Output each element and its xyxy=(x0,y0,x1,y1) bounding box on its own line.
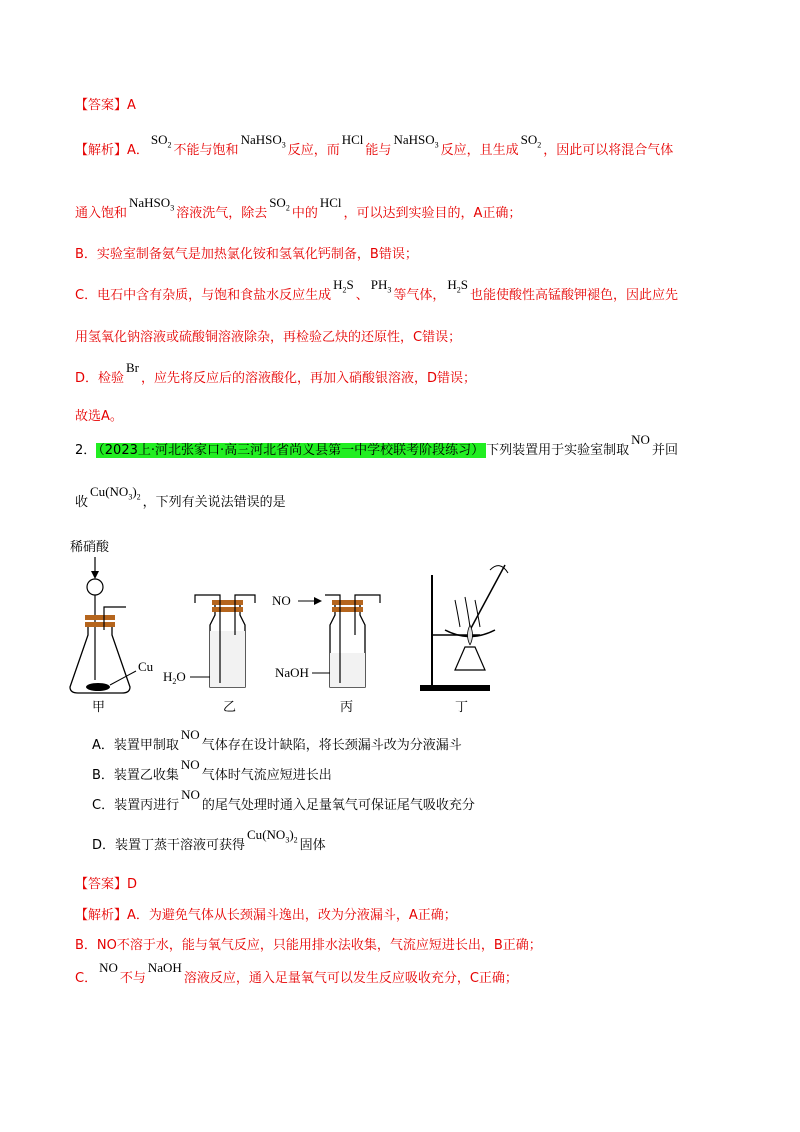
analysis-line-c xyxy=(75,277,678,311)
label-dilute-nitric-acid: 稀硝酸 xyxy=(70,539,110,554)
analysis-text: 不能与饱和 xyxy=(173,143,239,158)
formula-no: NO xyxy=(99,960,118,975)
option-text: A．装置甲制取 xyxy=(92,738,179,753)
formula-nahso3: NaHSO$_3$ xyxy=(393,132,439,150)
analysis-text: C． xyxy=(75,971,98,986)
option-text: 的尾气处理时通入足量氧气可保证尾气吸收充分 xyxy=(201,798,475,813)
label-cu: Cu xyxy=(138,659,154,674)
analysis-text: 等气体， xyxy=(393,288,446,303)
analysis-text: A．为避免气体从长颈漏斗逸出，改为分液漏斗，A正确； xyxy=(127,908,457,923)
question-text: 收 xyxy=(75,495,89,510)
apparatus-ding xyxy=(420,565,508,714)
analysis-line-d xyxy=(75,360,477,389)
option-c[interactable] xyxy=(92,787,475,816)
question-2-stem-cont xyxy=(75,484,286,518)
analysis-text: 反应，且生成 xyxy=(440,143,519,158)
formula-h2s: $H_2S$ xyxy=(333,277,354,295)
option-text: C．装置丙进行 xyxy=(92,798,180,813)
analysis-text: D．检验 xyxy=(75,371,125,386)
apparatus-yi xyxy=(163,595,255,714)
formula-nahso3: NaHSO$_3$ xyxy=(129,195,175,213)
label-yi: 乙 xyxy=(223,699,237,714)
question-source: （2023上·河北张家口·高三河北省尚义县第一中学校联考阶段练习） xyxy=(98,443,485,458)
analysis-text: C．电石中含有杂质，与饱和食盐水反应生成 xyxy=(75,288,332,303)
analysis-text: 通入饱和 xyxy=(75,206,128,221)
formula-naoh: NaOH xyxy=(147,960,182,975)
analysis-text: 、 xyxy=(355,288,369,303)
answer-label: 【答案】 xyxy=(75,98,128,113)
analysis-text: 中的 xyxy=(291,206,318,221)
label-jia: 甲 xyxy=(92,699,106,714)
formula-no: NO xyxy=(631,432,650,447)
label-bing: 丙 xyxy=(340,699,354,714)
analysis-line-a2 xyxy=(75,195,522,229)
formula-h2s: $H_2S$ xyxy=(447,277,468,295)
analysis-conclusion: 故选A。 xyxy=(75,409,123,424)
option-text: D．装置丁蒸干溶液可获得 xyxy=(92,838,246,853)
analysis-line-a xyxy=(75,132,674,166)
analysis-text: 能与 xyxy=(365,143,392,158)
question-text: ，下列有关说法错误的是 xyxy=(142,495,286,510)
answer-value: D xyxy=(127,877,138,892)
formula-so2: $SO_2$ xyxy=(269,195,290,213)
analysis-text: ，应先将反应后的溶液酸化，再加入硝酸银溶液，D错误； xyxy=(141,371,477,386)
analysis-text: 溶液洗气，除去 xyxy=(176,206,268,221)
analysis-text: 反应，而 xyxy=(287,143,340,158)
analysis-text: ，可以达到实验目的，A正确； xyxy=(343,206,522,221)
formula-ph3: $PH_3$ xyxy=(370,277,392,295)
formula-cu-no3-2: $Cu(NO_3)_2$ xyxy=(247,827,298,845)
formula-no: NO xyxy=(180,727,200,742)
answer-line-2 xyxy=(75,875,137,895)
question-number: 2． xyxy=(75,443,97,458)
formula-br: Br xyxy=(126,360,140,375)
analysis-text: 溶液反应，通入足量氧气可以发生反应吸收充分，C正确； xyxy=(183,971,518,986)
label-h2o: $H_2O$ xyxy=(163,669,186,686)
analysis-line-b: B．实验室制备氨气是加热氯化铵和氢氧化钙制备，B错误； xyxy=(75,247,418,262)
apparatus-bing xyxy=(272,593,380,714)
analysis-text: 也能使酸性高锰酸钾褪色，因此应先 xyxy=(469,288,678,303)
label-ding: 丁 xyxy=(455,699,469,714)
analysis-label: 【解析】 xyxy=(75,143,128,158)
formula-so2: $SO_2$ xyxy=(520,132,542,150)
option-a[interactable] xyxy=(92,727,462,756)
question-text: 下列装置用于实验室制取 xyxy=(486,443,630,458)
option-text: B．装置乙收集 xyxy=(92,768,179,783)
label-no: NO xyxy=(272,593,291,608)
question-text: 并回 xyxy=(651,443,678,458)
analysis-text: ，因此可以将混合气体 xyxy=(543,143,674,158)
apparatus-jia xyxy=(70,539,154,714)
option-b[interactable] xyxy=(92,757,332,786)
analysis-line-c2: 用氢氧化钠溶液或硫酸铜溶液除杂，再检验乙炔的还原性，C错误； xyxy=(75,330,462,345)
analysis-2-line-a xyxy=(75,906,457,926)
analysis-label: 【解析】 xyxy=(75,908,128,923)
question-2-stem xyxy=(75,432,678,461)
option-text: 固体 xyxy=(299,838,326,853)
formula-hcl: HCl xyxy=(319,195,342,210)
analysis-2-line-b: B．NO不溶于水，能与氧气反应，只能用排水法收集，气流应短进长出，B正确； xyxy=(75,938,542,953)
answer-label: 【答案】 xyxy=(75,877,128,892)
formula-hcl: HCl xyxy=(341,132,364,147)
option-text: 气体时气流应短进长出 xyxy=(201,768,332,783)
formula-nahso3: NaHSO$_3$ xyxy=(240,132,286,150)
analysis-text: A． xyxy=(127,143,149,158)
formula-cu-no3-2: $Cu(NO_3)_2$ xyxy=(90,484,141,502)
formula-so2: $SO_2$ xyxy=(150,132,172,150)
label-naoh: NaOH xyxy=(275,665,309,680)
answer-value: A xyxy=(127,98,136,113)
formula-no: NO xyxy=(181,787,200,802)
answer-line-1 xyxy=(75,96,136,116)
apparatus-figure xyxy=(60,535,510,715)
analysis-2-line-c xyxy=(75,960,518,989)
option-d[interactable] xyxy=(92,827,326,861)
formula-no: NO xyxy=(180,757,200,772)
analysis-text: 不与 xyxy=(119,971,146,986)
option-text: 气体存在设计缺陷，将长颈漏斗改为分液漏斗 xyxy=(201,738,462,753)
